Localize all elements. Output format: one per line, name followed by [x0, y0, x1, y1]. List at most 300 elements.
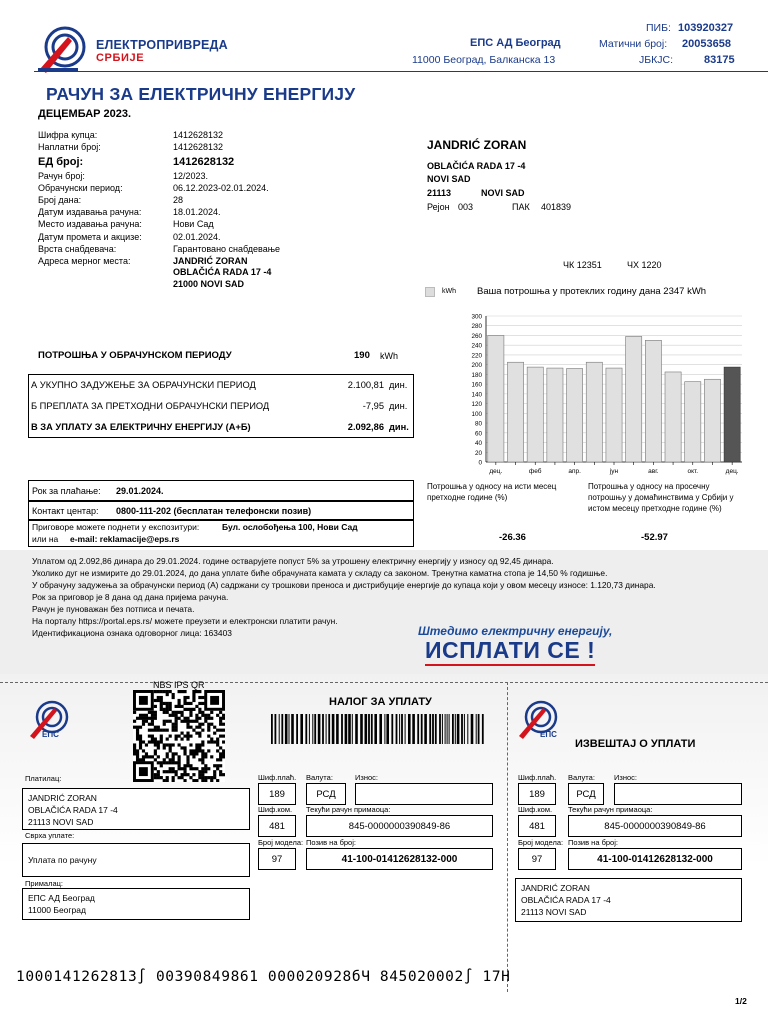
qr-module [222, 755, 225, 758]
purpose-value: Уплата по рачуну [28, 855, 97, 865]
y-tick-label: 20 [474, 449, 482, 457]
qr-module [136, 749, 139, 752]
bar [488, 335, 504, 462]
barcode-bar [399, 714, 400, 744]
qr-module [213, 776, 216, 779]
qr-module [216, 743, 219, 746]
qr-module [195, 767, 198, 770]
barcode-bar [275, 714, 277, 744]
payer-field[interactable] [22, 788, 250, 830]
qr-module [169, 720, 172, 723]
qr-module [195, 720, 198, 723]
qr-module [154, 767, 157, 770]
x-tick-label: окт. [687, 468, 699, 475]
qr-module [189, 708, 192, 711]
info-value: Гарантовано снабдевање [173, 244, 281, 254]
qr-module [154, 705, 157, 708]
qr-module [198, 708, 201, 711]
qr-module [133, 749, 136, 752]
barcode-bar [421, 714, 423, 744]
qr-module [222, 729, 225, 732]
barcode-bar [449, 714, 450, 744]
qr-module [157, 696, 160, 699]
barcode-bar [312, 714, 313, 744]
barcode-bar [309, 714, 310, 744]
barcode-bar [355, 714, 358, 744]
meter-address-line: 21000 NOVI SAD [173, 279, 245, 289]
ips-qr-code[interactable] [133, 690, 225, 782]
qr-module [219, 773, 222, 776]
complaint-address: Бул. ослобођења 100, Нови Сад [222, 522, 358, 532]
barcode-bar [322, 714, 324, 744]
bar [685, 382, 701, 462]
due-value: 29.01.2024. [116, 486, 164, 496]
info-value: 12/2023. [173, 171, 209, 181]
qr-module [216, 740, 219, 743]
receipt-currency[interactable]: РСД [568, 783, 604, 805]
qr-module [222, 773, 225, 776]
info-label: ЕД број: [38, 156, 84, 168]
qr-module [145, 755, 148, 758]
qr-module [166, 770, 169, 773]
qr-module [186, 708, 189, 711]
qr-module [207, 767, 210, 770]
x-tick-label: феб [528, 468, 542, 475]
note-line: У обрачуну задужења за обрачунски период (А) садржани су трошкови преноса и дистрибуције енергије до купаца који у овом месецу износе: 1.120,73 динара. [32, 580, 656, 590]
qr-module [169, 758, 172, 761]
qr-module [178, 735, 181, 738]
purpose-field[interactable] [22, 843, 250, 877]
qr-module [186, 761, 189, 764]
barcode-bar [332, 714, 335, 744]
qr-module [183, 696, 186, 699]
qr-module [216, 729, 219, 732]
qr-module [166, 779, 169, 782]
qr-module [175, 714, 178, 717]
barcode-bar [401, 714, 403, 744]
payer-code-field[interactable]: 189 [258, 783, 296, 805]
qr-module [157, 755, 160, 758]
y-tick-label: 140 [471, 391, 482, 399]
cut-line [0, 682, 768, 683]
account-code-field[interactable]: 481 [258, 815, 296, 837]
qr-module [166, 729, 169, 732]
qr-module [201, 767, 204, 770]
qr-module [145, 714, 148, 717]
qr-module [186, 720, 189, 723]
qr-module [154, 711, 157, 714]
qr-module [169, 690, 172, 693]
qr-module [195, 732, 198, 735]
qr-module [163, 761, 166, 764]
qr-module [157, 699, 160, 702]
qr-module [213, 732, 216, 735]
qr-module [195, 749, 198, 752]
qr-module [186, 723, 189, 726]
qr-module [172, 767, 175, 770]
qr-module [219, 752, 222, 755]
barcode-bar [374, 714, 377, 744]
barcode-bar [461, 714, 463, 744]
qr-module [189, 720, 192, 723]
qr-module [172, 723, 175, 726]
qr-module [195, 690, 198, 693]
qr-module [172, 755, 175, 758]
barcode-bar [296, 714, 298, 744]
pib-value: 103920327 [678, 22, 734, 34]
qr-module [169, 761, 172, 764]
qr-module [172, 776, 175, 779]
qr-module [195, 705, 198, 708]
currency-field[interactable]: РСД [306, 783, 346, 805]
qr-module [163, 743, 166, 746]
qr-module [201, 770, 204, 773]
qr-module [172, 758, 175, 761]
y-tick-label: 300 [471, 313, 482, 321]
qr-module [175, 752, 178, 755]
qr-module [163, 711, 166, 714]
barcode-bar [457, 714, 460, 744]
barcode-bar [352, 714, 353, 744]
qr-module [201, 749, 204, 752]
qr-module [172, 779, 175, 782]
qr-module [136, 752, 139, 755]
qr-module [169, 743, 172, 746]
y-tick-label: 40 [474, 440, 482, 448]
pib-label: ПИБ: [646, 22, 671, 34]
qr-module [145, 743, 148, 746]
qr-module [195, 746, 198, 749]
barcode-bar [478, 714, 480, 744]
qr-module [195, 726, 198, 729]
barcode-bar [482, 714, 484, 744]
qr-module [201, 711, 204, 714]
y-tick-label: 160 [471, 381, 482, 389]
qr-module [160, 708, 163, 711]
qr-module [222, 717, 225, 720]
total-value: -7,95 [362, 401, 384, 411]
x-tick-label: дец. [489, 468, 503, 475]
receipt-account-code[interactable]: 481 [518, 815, 556, 837]
qr-module [160, 690, 163, 693]
payer-line: OBLAČIĆA RADA 17 -4 [521, 895, 611, 905]
bar [507, 362, 523, 462]
qr-module [183, 717, 186, 720]
reference-field[interactable]: 41-100-01412628132-000 [306, 848, 493, 870]
info-value: 1412628132 [173, 142, 224, 152]
qr-module [139, 735, 142, 738]
receipt-account[interactable]: 845-0000000390849-86 [568, 815, 742, 837]
qr-module [139, 740, 142, 743]
qr-finder [139, 767, 148, 776]
qr-module [198, 758, 201, 761]
qr-module [151, 714, 154, 717]
qr-module [201, 776, 204, 779]
qr-module [204, 717, 207, 720]
qr-module [210, 779, 213, 782]
qr-module [154, 776, 157, 779]
qr-module [178, 758, 181, 761]
qr-module [180, 711, 183, 714]
qr-module [192, 699, 195, 702]
total-label: А УКУПНО ЗАДУЖЕЊЕ ЗА ОБРАЧУНСКИ ПЕРИОД [31, 380, 256, 390]
qr-module [180, 714, 183, 717]
model-label: Број модела: [258, 838, 304, 847]
model-field[interactable]: 97 [258, 848, 296, 870]
qr-module [157, 761, 160, 764]
bar [567, 369, 583, 462]
qr-module [186, 737, 189, 740]
receipt-payer-field[interactable] [515, 878, 742, 922]
qr-module [163, 758, 166, 761]
total-label: В ЗА УПЛАТУ ЗА ЕЛЕКТРИЧНУ ЕНЕРГИЈУ (А+Б) [31, 422, 251, 432]
qr-module [157, 773, 160, 776]
qr-module [136, 735, 139, 738]
qr-module [172, 711, 175, 714]
qr-module [157, 729, 160, 732]
info-label: Рачун број: [38, 171, 85, 181]
qr-module [175, 761, 178, 764]
qr-module [133, 711, 136, 714]
account-field[interactable]: 845-0000000390849-86 [306, 815, 493, 837]
note-line: Уплатом од 2.092,86 динара до 29.01.2024. године остварујете попуст 5% за утрошену електричну енергију у износу од 92,45 динара. [32, 556, 554, 566]
y-tick-label: 260 [471, 332, 482, 340]
qr-module [222, 714, 225, 717]
y-tick-label: 0 [478, 459, 482, 467]
qr-module [145, 752, 148, 755]
total-value: 2.092,86 [347, 422, 384, 432]
qr-module [213, 764, 216, 767]
qr-module [160, 776, 163, 779]
qr-module [136, 717, 139, 720]
qr-module [139, 717, 142, 720]
qr-module [192, 749, 195, 752]
receipt-payer-code[interactable]: 189 [518, 783, 556, 805]
qr-module [198, 743, 201, 746]
qr-module [219, 764, 222, 767]
qr-module [180, 773, 183, 776]
qr-module [151, 720, 154, 723]
qr-module [201, 729, 204, 732]
qr-module [133, 726, 136, 729]
brand-subname: СРБИЈЕ [96, 52, 145, 64]
barcode-bar [396, 714, 398, 744]
qr-module [189, 752, 192, 755]
qr-module [195, 717, 198, 720]
purpose-label: Сврха уплате: [25, 831, 75, 840]
qr-module [195, 779, 198, 782]
qr-module [213, 726, 216, 729]
info-label: Наплатни број: [38, 142, 101, 152]
barcode-bar [341, 714, 343, 744]
qr-module [198, 717, 201, 720]
qr-module [163, 690, 166, 693]
qr-module [198, 711, 201, 714]
complaint-email-link[interactable]: e-mail: reklamacije@eps.rs [70, 534, 180, 544]
qr-module [201, 740, 204, 743]
qr-module [178, 702, 181, 705]
qr-module [180, 720, 183, 723]
amount-label: Износ: [355, 773, 378, 782]
qr-module [204, 752, 207, 755]
qr-module [198, 749, 201, 752]
receipt-amount[interactable] [614, 783, 742, 805]
receipt-reference[interactable]: 41-100-01412628132-000 [568, 848, 742, 870]
qr-module [207, 740, 210, 743]
qr-module [186, 758, 189, 761]
qr-module [192, 708, 195, 711]
payer-line: JANDRIĆ ZORAN [521, 883, 590, 893]
note-line: На порталу https://portal.eps.rs/ можете преузети и електронски платити рачун. [32, 616, 338, 626]
barcode-bar [391, 714, 393, 744]
qr-label: NBS IPS QR [153, 680, 205, 690]
qr-module [166, 743, 169, 746]
barcode-bar [464, 714, 465, 744]
qr-module [151, 737, 154, 740]
qr-module [216, 764, 219, 767]
barcode-bar [435, 714, 437, 744]
qr-module [163, 746, 166, 749]
qr-module [166, 755, 169, 758]
qr-module [166, 690, 169, 693]
qr-module [160, 737, 163, 740]
qr-module [178, 764, 181, 767]
qr-module [189, 711, 192, 714]
ocr-line: 100014126281З∫ 00З90849861 000020928бЧ 845020002∫ 17Н [16, 969, 511, 985]
barcode-bar [476, 714, 477, 744]
barcode-bar [439, 714, 441, 744]
qr-module [172, 714, 175, 717]
amount-label: Износ: [614, 773, 637, 782]
qr-module [210, 737, 213, 740]
qr-module [204, 714, 207, 717]
qr-module [222, 735, 225, 738]
info-value: 1412628132 [173, 156, 235, 168]
payer-line: OBLAČIĆA RADA 17 -4 [28, 805, 118, 815]
qr-module [160, 702, 163, 705]
qr-module [183, 749, 186, 752]
bar [606, 368, 622, 462]
qr-module [142, 749, 145, 752]
qr-module [219, 755, 222, 758]
qr-module [172, 770, 175, 773]
barcode-bar [379, 714, 382, 744]
qr-module [157, 726, 160, 729]
period-title: ДЕЦЕМБАР 2023. [38, 108, 132, 120]
qr-module [219, 735, 222, 738]
info-value: 06.12.2023-02.01.2024. [173, 183, 269, 193]
info-value: 18.01.2024. [173, 207, 221, 217]
qr-module [207, 714, 210, 717]
qr-module [219, 720, 222, 723]
customer-zip: 21113 [427, 188, 452, 198]
mb-label: Матични број: [599, 38, 668, 50]
complaint-prefix: Приговоре можете поднети у експозитури: [32, 522, 200, 532]
qr-module [207, 749, 210, 752]
qr-module [192, 729, 195, 732]
mb-value: 20053658 [682, 38, 731, 50]
receipt-model[interactable]: 97 [518, 848, 556, 870]
qr-module [160, 735, 163, 738]
qr-module [178, 705, 181, 708]
total-value: 2.100,81 [347, 380, 384, 390]
qr-module [151, 717, 154, 720]
qr-module [133, 743, 136, 746]
barcode-bar [318, 714, 321, 744]
qr-module [210, 711, 213, 714]
qr-module [183, 708, 186, 711]
bar [626, 336, 642, 462]
total-unit: дин. [389, 401, 408, 411]
qr-module [175, 705, 178, 708]
meter-label: ЧК 12351 [563, 260, 602, 270]
qr-module [157, 776, 160, 779]
qr-module [172, 761, 175, 764]
qr-module [169, 767, 172, 770]
qr-module [186, 702, 189, 705]
qr-module [204, 770, 207, 773]
barcode-bar [384, 714, 385, 744]
qr-module [186, 732, 189, 735]
qr-module [154, 699, 157, 702]
qr-module [183, 773, 186, 776]
qr-module [175, 770, 178, 773]
qr-module [142, 755, 145, 758]
qr-module [210, 717, 213, 720]
qr-module [189, 764, 192, 767]
page-number: 1/2 [735, 996, 747, 1006]
qr-module [204, 767, 207, 770]
qr-module [207, 729, 210, 732]
qr-module [175, 773, 178, 776]
qr-module [154, 737, 157, 740]
customer-name: JANDRIĆ ZORAN [427, 138, 527, 152]
qr-module [186, 717, 189, 720]
qr-module [183, 720, 186, 723]
qr-module [198, 773, 201, 776]
qr-module [189, 714, 192, 717]
header-divider [34, 71, 768, 72]
reference-label: Позив на број: [306, 838, 356, 847]
qr-module [198, 776, 201, 779]
y-tick-label: 200 [471, 362, 482, 370]
qr-module [192, 767, 195, 770]
qr-module [198, 690, 201, 693]
y-tick-label: 120 [471, 401, 482, 409]
qr-module [172, 696, 175, 699]
qr-module [198, 735, 201, 738]
barcode-bar [386, 714, 389, 744]
qr-module [169, 746, 172, 749]
barcode-bar [424, 714, 427, 744]
qr-module [183, 770, 186, 773]
qr-module [166, 702, 169, 705]
qr-module [151, 711, 154, 714]
y-tick-label: 60 [474, 430, 482, 438]
qr-module [172, 726, 175, 729]
qr-module [148, 735, 151, 738]
qr-module [178, 699, 181, 702]
qr-module [186, 735, 189, 738]
qr-module [157, 770, 160, 773]
qr-module [142, 723, 145, 726]
amount-field[interactable] [355, 783, 493, 805]
recipient-field[interactable] [22, 888, 250, 920]
qr-module [204, 755, 207, 758]
qr-module [145, 717, 148, 720]
qr-module [192, 690, 195, 693]
cut-line-vertical [507, 682, 508, 992]
